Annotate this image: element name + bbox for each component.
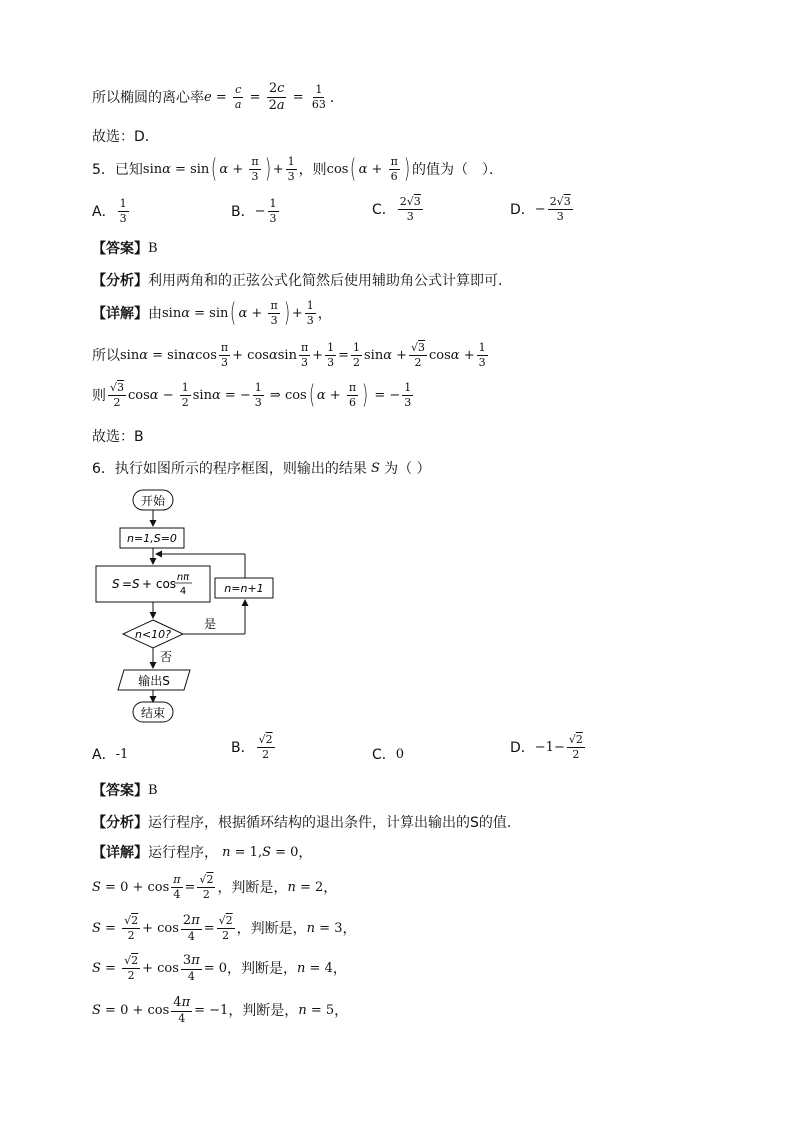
svg-text:+ cos: + cos xyxy=(142,577,177,591)
svg-text:n<10?: n<10? xyxy=(134,628,172,641)
svg-text:结束: 结束 xyxy=(140,706,166,720)
svg-text:=: = xyxy=(122,577,133,591)
line-eccentricity: 所以椭圆的离心率 e = $\frac{c}{a}$ = $\frac{2c}{2a}$ = $\frac{1}{63}$ ． xyxy=(92,81,344,113)
text-eccentricity: 所以椭圆的离心率 xyxy=(92,90,204,107)
svg-text:4: 4 xyxy=(179,586,187,597)
q6-detail-3: S = $\frac{√2}{2}$ + cos $\frac{2\pi}{4}$ = $\frac{√2}{2}$ ，判断是， n = 3 ， xyxy=(92,913,357,943)
q5-analysis: 【分析】 利用两角和的正弦公式化简然后使用辅助角公式计算即可. xyxy=(92,273,503,289)
q5-answer: 【答案】 B xyxy=(92,240,158,257)
svg-text:n=1,S=0: n=1,S=0 xyxy=(127,532,177,545)
q5-option-a: A． $\frac{1}{3}$ xyxy=(92,197,127,225)
q6-detail-5: S = 0 + cos $\frac{4\pi}{4}$ = −1 ，判断是， n = 5 ， xyxy=(92,995,349,1025)
line-choose-d: 故选：D． xyxy=(92,129,159,145)
q5-detail-1: 【详解】 由 sin α = sin ( α + $\frac{\pi}{3}$ ) + $\frac{1}{3}$ ， xyxy=(92,298,332,329)
q6-option-d: D． −1− $\frac{√2}{2}$ xyxy=(510,733,583,761)
svg-text:n=n+1: n=n+1 xyxy=(224,582,264,595)
svg-text:S: S xyxy=(132,577,140,591)
q5-option-b: B． − $\frac{1}{3}$ xyxy=(231,197,277,225)
q6-detail-1: 【详解】 运行程序， n = 1, S = 0 ， xyxy=(92,844,313,861)
q5-detail-2: 所以 sin α = sin α cos $\frac{\pi}{3}$ + cos α sin $\frac{\pi}{3}$ + $\frac{1}{3}$ = $\frac{1}{2}$ sin α + $\frac{√3}{2}$ cos α + $\frac{1}{3}$ xyxy=(92,341,486,369)
svg-text:开始: 开始 xyxy=(140,494,166,508)
svg-text:是: 是 xyxy=(204,617,217,631)
question-6: 6．执行如图所示的程序框图，则输出的结果 S 为（ ） xyxy=(92,460,431,477)
q6-detail-2: S = 0 + cos $\frac{\pi}{4}$ = $\frac{√2}{2}$ ，判断是， n = 2 ， xyxy=(92,873,338,901)
svg-text:输出S: 输出S xyxy=(138,674,170,688)
q6-answer: 【答案】 B xyxy=(92,782,158,799)
q6-detail-4: S = $\frac{√2}{2}$ + cos $\frac{3\pi}{4}$ = 0 ，判断是， n = 4 ， xyxy=(92,953,347,983)
q6-analysis: 【分析】 运行程序，根据循环结构的退出条件，计算出输出的S的值. xyxy=(92,815,512,831)
q6-option-a: A． -1 xyxy=(92,746,129,763)
svg-text:S: S xyxy=(112,577,120,591)
svg-text:否: 否 xyxy=(160,650,173,664)
q6-option-b: B． $\frac{√2}{2}$ xyxy=(231,733,273,761)
q6-option-c: C． 0 xyxy=(372,746,405,763)
q5-detail-3: 则 $\frac{√3}{2}$ cos α − $\frac{1}{2}$ sin α = − $\frac{1}{3}$ ⇒ cos ( α + $\frac{\pi}{6}$ ) = − $\frac{1}{3}$ xyxy=(92,380,412,411)
svg-text:nπ: nπ xyxy=(176,572,190,583)
program-flowchart xyxy=(90,484,290,724)
q5-choose-b: 故选：B xyxy=(92,429,144,445)
question-5: 5．已知 sin α = sin ( α + $\frac{\pi}{3}$ ) + $\frac{1}{3}$ ，则 cos ( α + $\frac{\pi}{6}$ ) 的值为（ ）． xyxy=(92,154,503,185)
q5-option-c: C． $\frac{2√3}{3}$ xyxy=(372,195,421,223)
q5-option-d: D． − $\frac{2√3}{3}$ xyxy=(510,195,571,223)
